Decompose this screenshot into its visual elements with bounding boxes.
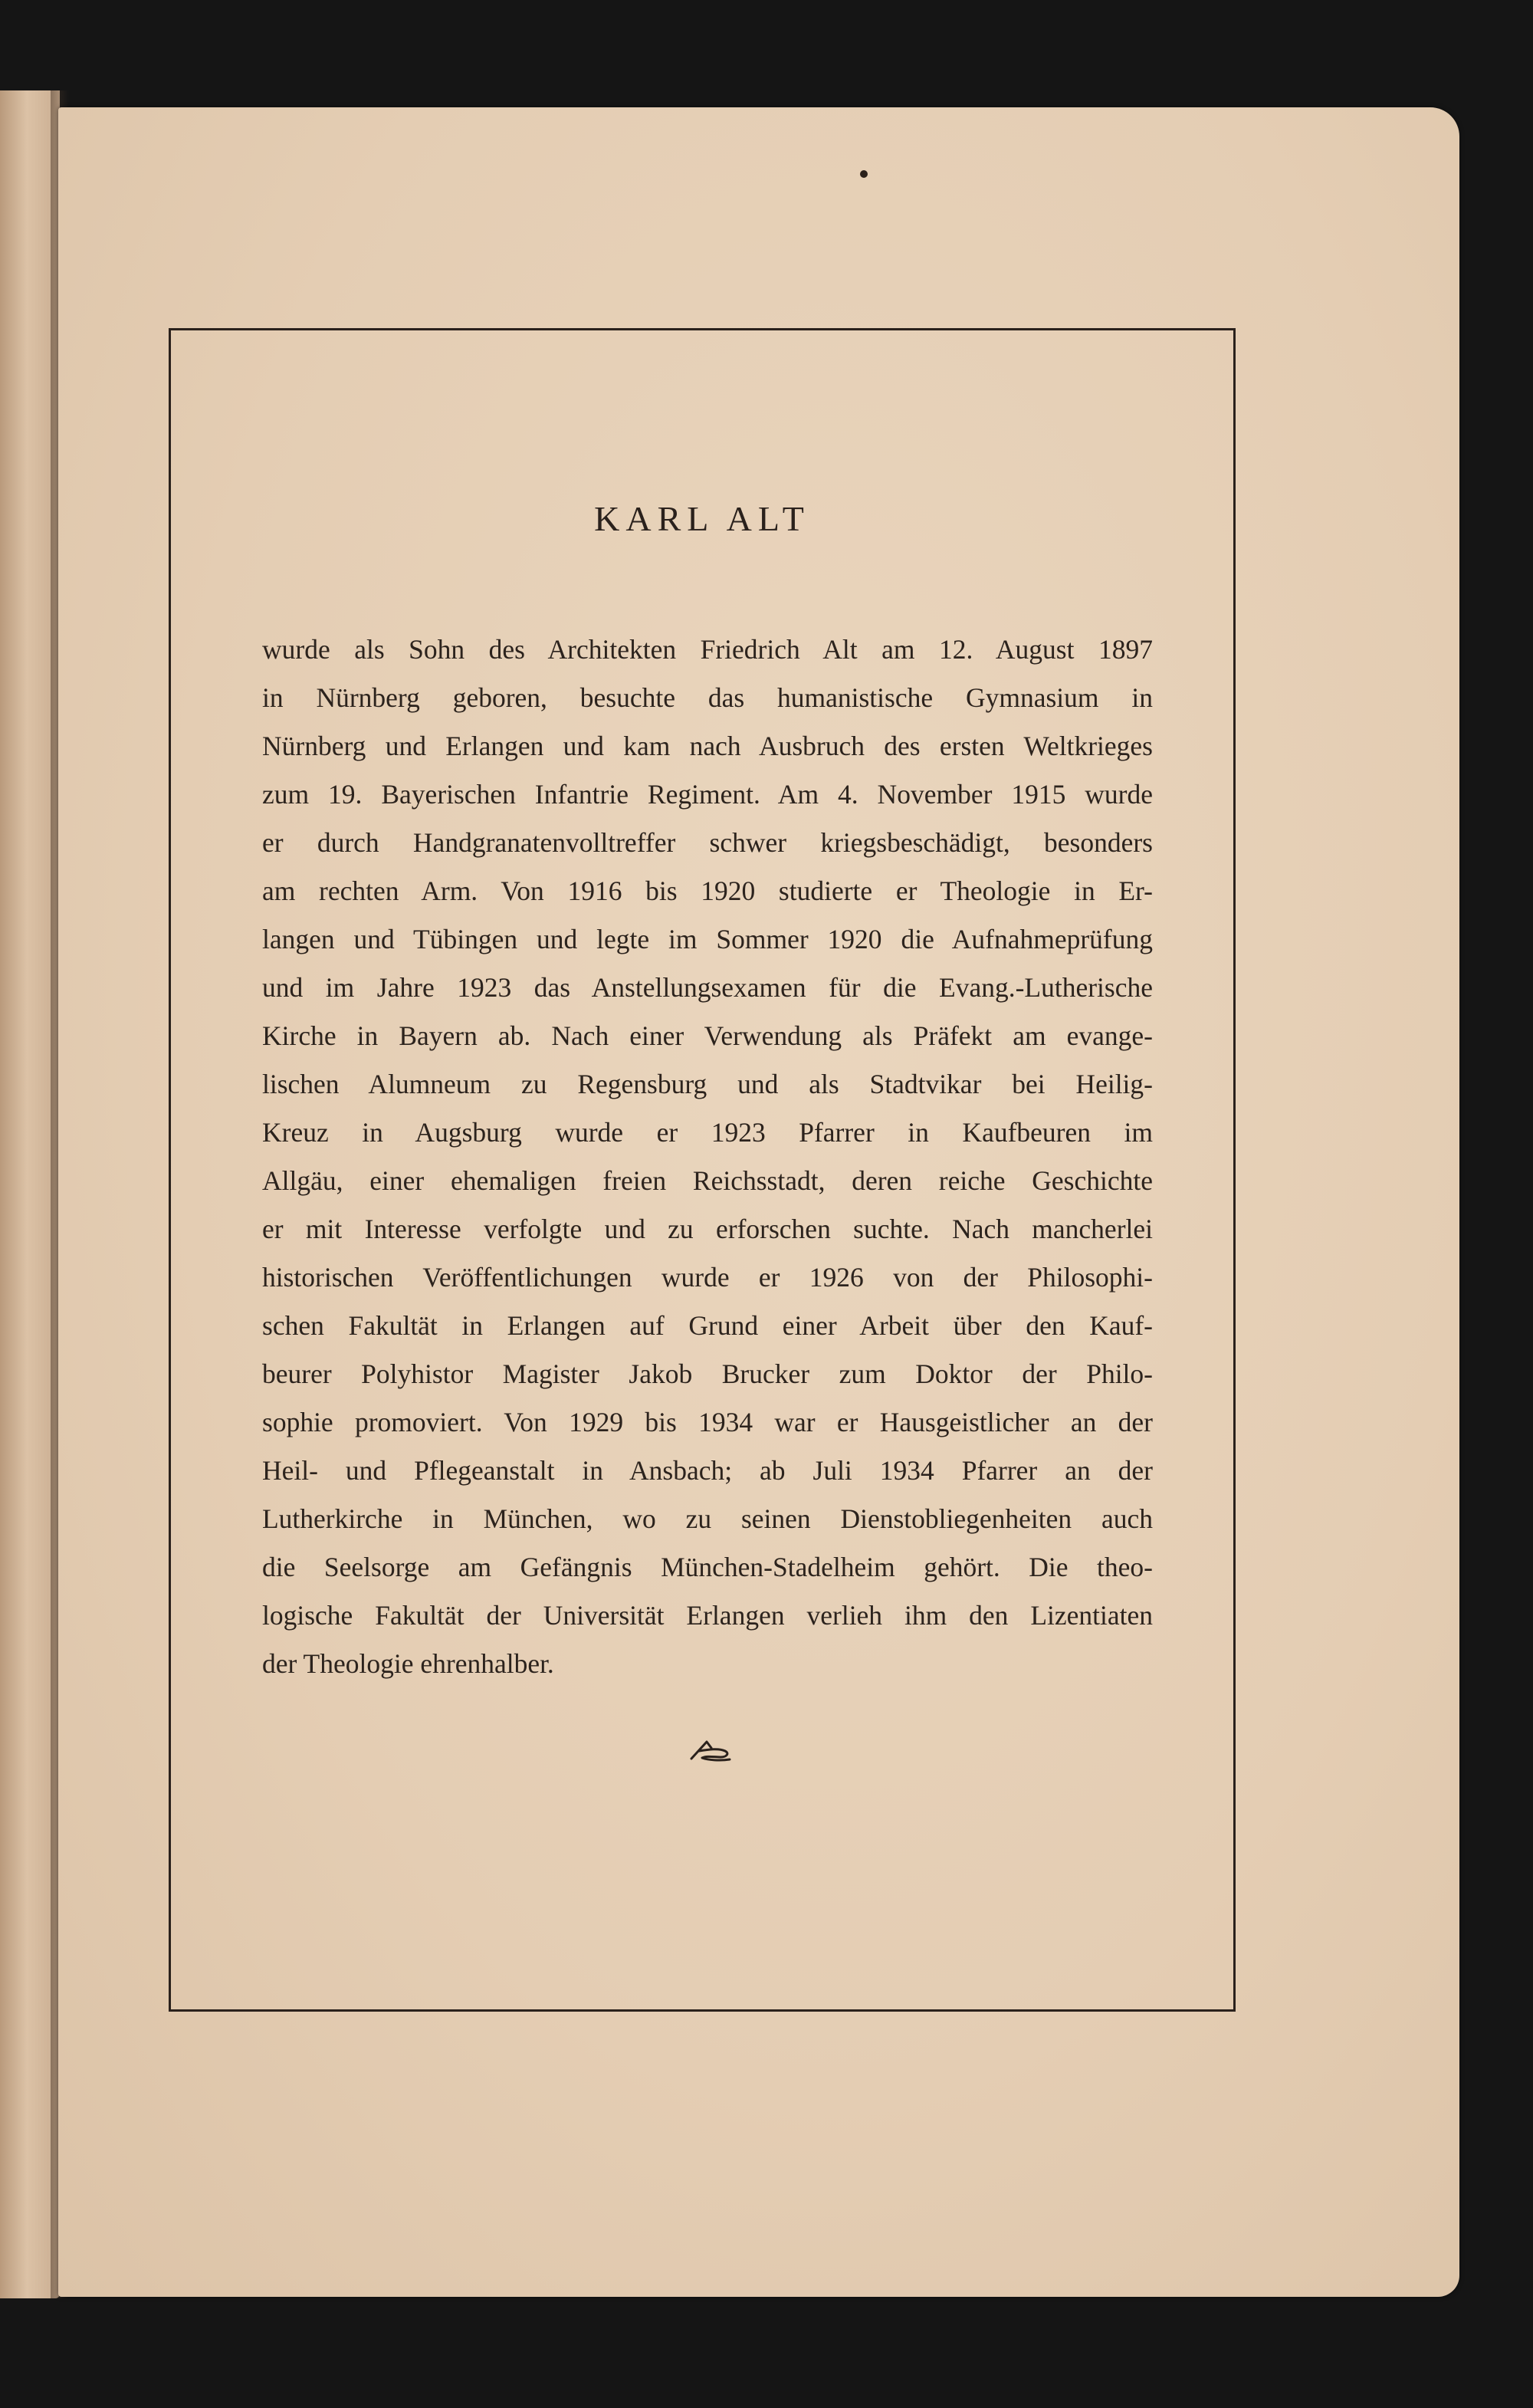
biography-line: in Nürnberg geboren, besuchte das humanistische Gymnasium in (262, 682, 1153, 713)
biography-line: der Theologie ehrenhalber. (262, 1648, 554, 1679)
biography-line: Kirche in Bayern ab. Nach einer Verwendung als Präfekt am evange- (262, 1020, 1153, 1051)
biography-line: wurde als Sohn des Architekten Friedrich Alt am 12. August 1897 (262, 634, 1153, 665)
biography-line: die Seelsorge am Gefängnis München-Stadelheim gehört. Die theo- (262, 1552, 1153, 1582)
biography-line: logische Fakultät der Universität Erlangen verlieh ihm den Lizentiaten (262, 1600, 1153, 1631)
biography-line: und im Jahre 1923 das Anstellungsexamen für die Evang.-Lutherische (262, 972, 1153, 1003)
biography-line: Heil- und Pflegeanstalt in Ansbach; ab Juli 1934 Pfarrer an der (262, 1455, 1153, 1486)
biography-line: Nürnberg und Erlangen und kam nach Ausbruch des ersten Weltkrieges (262, 731, 1153, 761)
biography-text (262, 626, 1153, 1688)
biography-line: er mit Interesse verfolgte und zu erforschen suchte. Nach mancherlei (262, 1214, 1153, 1244)
biography-line: sophie promoviert. Von 1929 bis 1934 war er Hausgeistlicher an der (262, 1407, 1153, 1437)
biography-line: lischen Alumneum zu Regensburg und als Stadtvikar bei Heilig- (262, 1069, 1153, 1099)
page-dot-mark (860, 170, 868, 178)
printer-signet-icon (688, 1737, 734, 1763)
biography-line: am rechten Arm. Von 1916 bis 1920 studierte er Theologie in Er- (262, 875, 1153, 906)
biography-line: Lutherkirche in München, wo zu seinen Dienstobliegenheiten auch (262, 1503, 1153, 1534)
biography-line: Kreuz in Augsburg wurde er 1923 Pfarrer in Kaufbeuren im (262, 1117, 1153, 1148)
biography-line: zum 19. Bayerischen Infantrie Regiment. Am 4. November 1915 wurde (262, 779, 1153, 810)
biography-line: langen und Tübingen und legte im Sommer 1920 die Aufnahmeprüfung (262, 924, 1153, 954)
page-title: KARL ALT (594, 499, 810, 538)
biography-line: schen Fakultät in Erlangen auf Grund einer Arbeit über den Kauf- (262, 1310, 1153, 1341)
biography-line: beurer Polyhistor Magister Jakob Brucker zum Doktor der Philo- (262, 1358, 1153, 1389)
biography-line: historischen Veröffentlichungen wurde er 1926 von der Philosophi- (262, 1262, 1153, 1293)
biography-line: er durch Handgranatenvolltreffer schwer kriegsbeschädigt, besonders (262, 827, 1153, 858)
biography-line: Allgäu, einer ehemaligen freien Reichsstadt, deren reiche Geschichte (262, 1165, 1153, 1196)
